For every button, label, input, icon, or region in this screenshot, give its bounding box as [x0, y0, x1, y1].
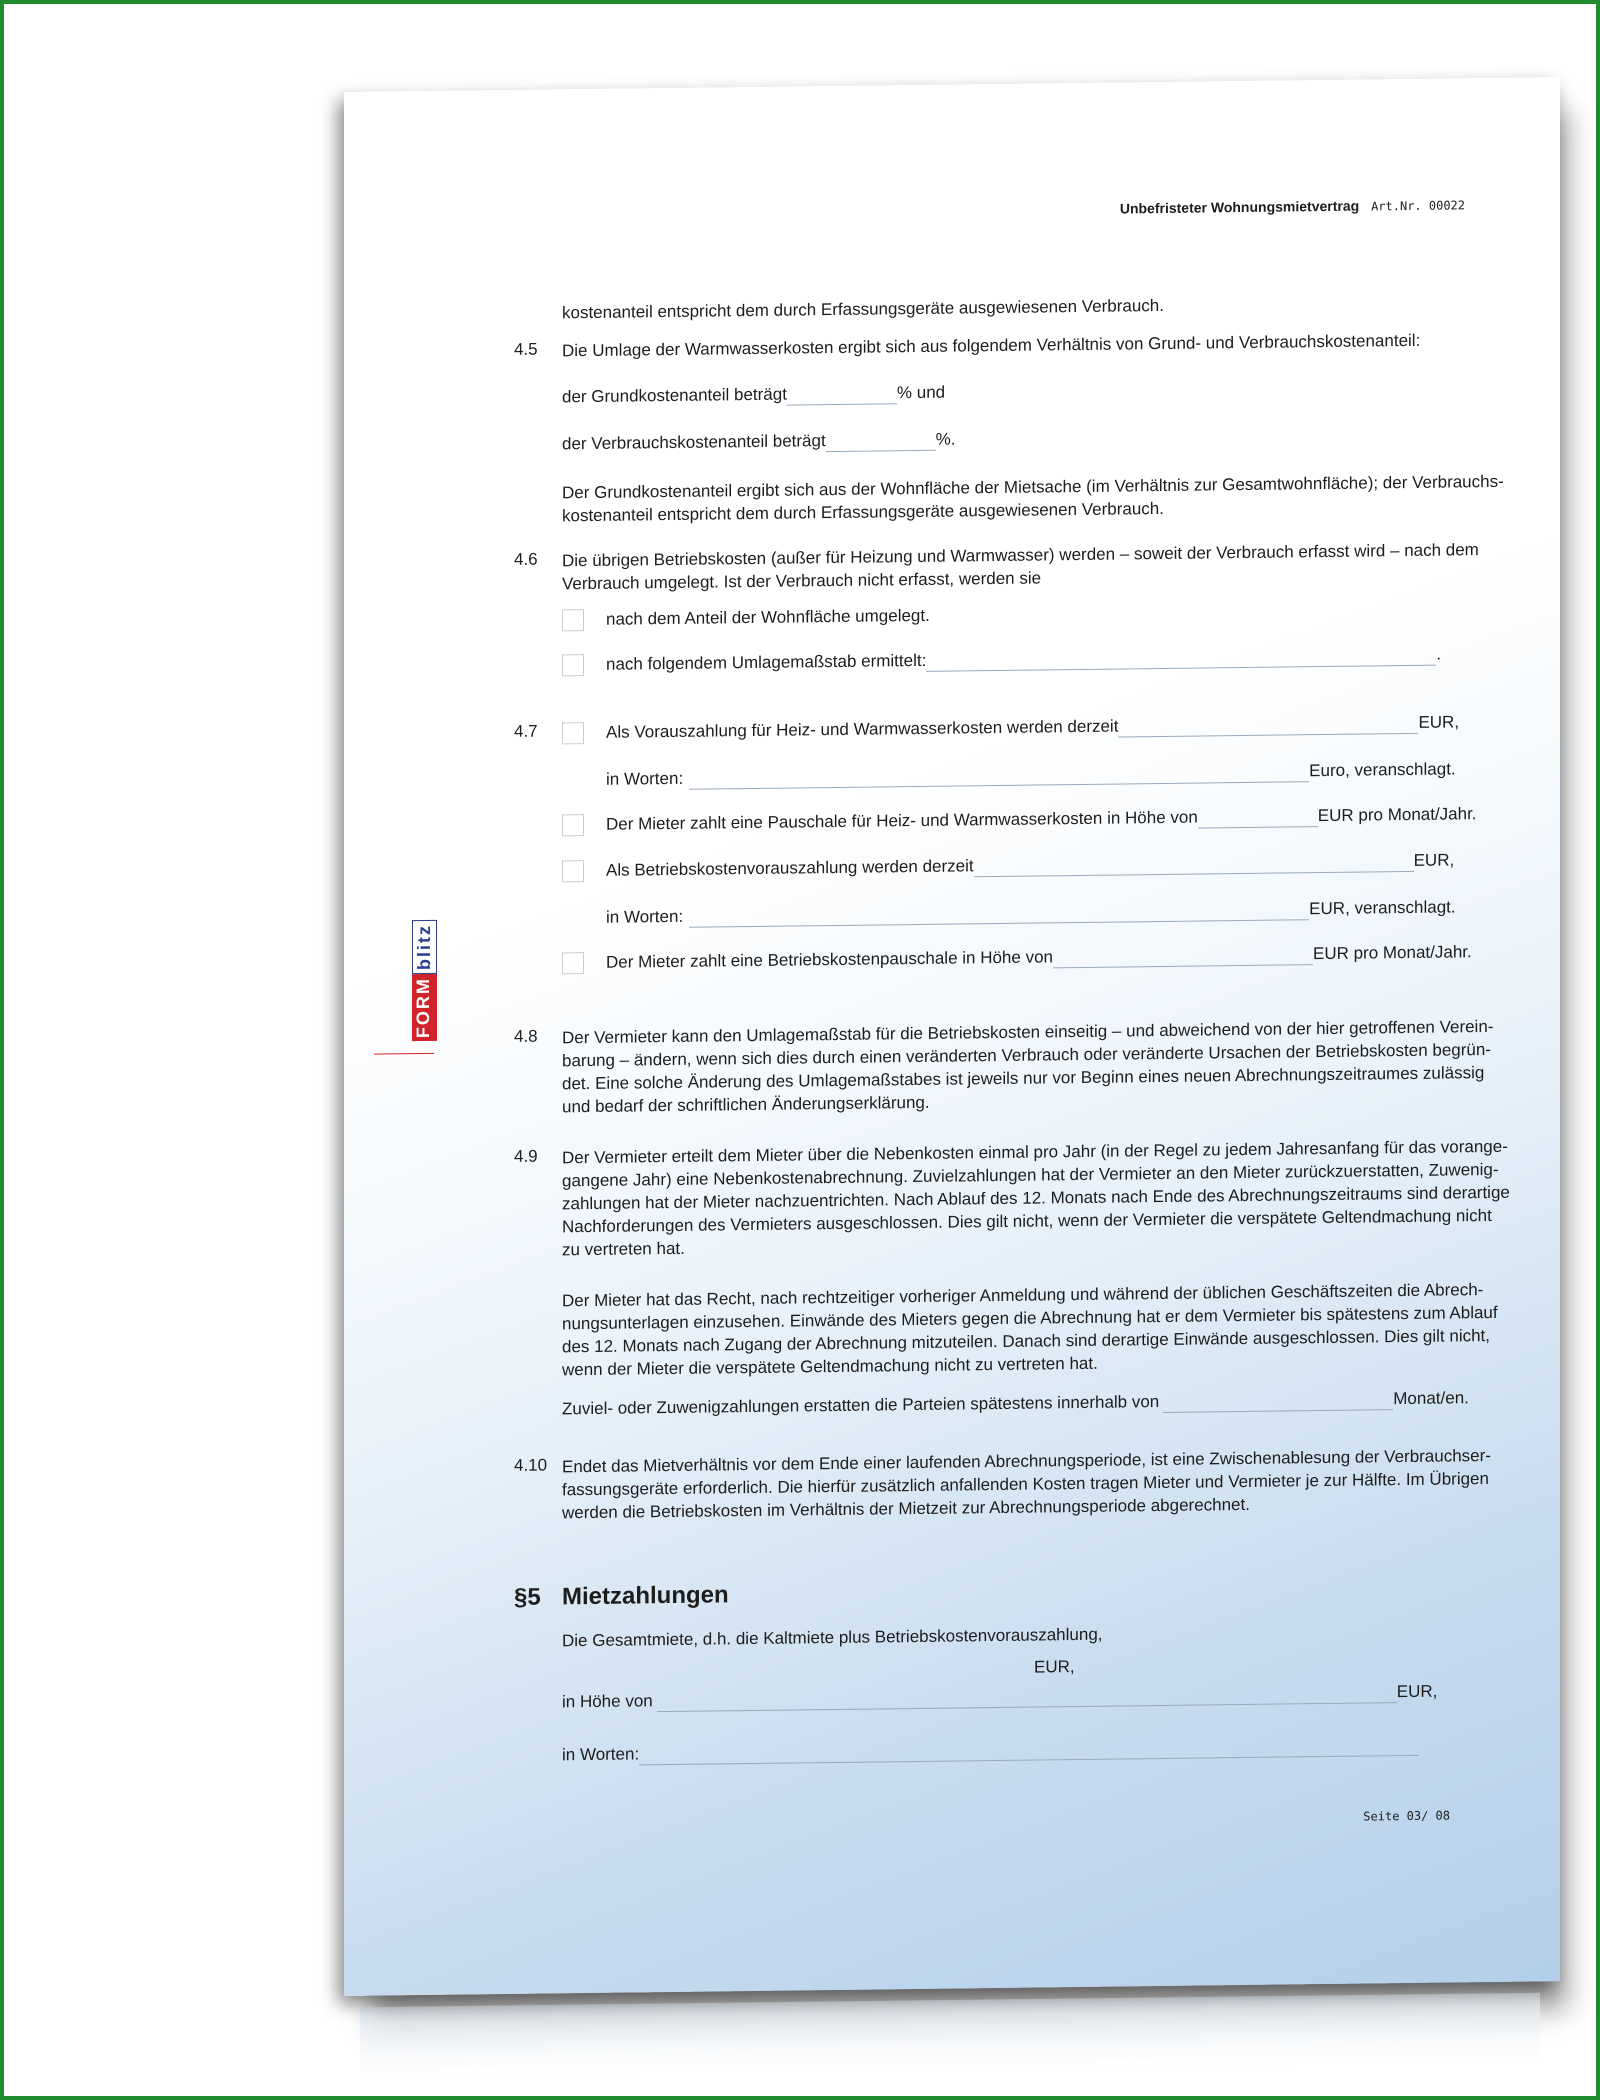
option-wohnflaeche: nach dem Anteil der Wohnfläche umgelegt.: [606, 605, 930, 629]
text-line: und bedarf der schriftlichen Änderungserklärung.: [562, 1092, 930, 1117]
text-line: Verbrauch umgelegt. Ist der Verbrauch nicht erfasst, werden sie: [562, 568, 1042, 594]
verbrauch-label: der Verbrauchskostenanteil beträgt: [562, 431, 826, 454]
heiz-vorauszahlung-row: [606, 710, 1459, 743]
checkbox-heiz-pauschale[interactable]: [562, 814, 584, 836]
section-4-9-text: [562, 1136, 1510, 1262]
text-line: werden die Betriebskosten im Verhältnis der Mietzeit zur Abrechnungsperiode abgerechnet.: [562, 1494, 1250, 1523]
words2-label: in Worten:: [606, 906, 684, 927]
text-line: des 12. Monats nach Zugang der Abrechnung mitzuteilen. Danach sind derartige Einwände ausgeschlossen. Dies gilt nicht,: [562, 1325, 1491, 1357]
verbrauch-suffix: %.: [935, 429, 956, 449]
formblitz-logo: [412, 920, 437, 1041]
section-4-5-text: [562, 471, 1504, 528]
section-number-4-5: 4.5: [514, 339, 538, 359]
document-page: [344, 77, 1560, 1996]
words1-unit: Euro, veranschlagt.: [1309, 759, 1456, 781]
text-line: Der Mieter hat das Recht, nach rechtzeitiger vorheriger Anmeldung und während der üblichen Geschäftszeiten die Abrech-: [562, 1280, 1484, 1311]
verbrauch-row: [562, 428, 956, 456]
checkbox-betriebskostenpauschale[interactable]: [562, 952, 584, 974]
betriebskosten-vorauszahlung-label: Als Betriebskostenvorauszahlung werden derzeit: [606, 856, 974, 880]
section-4-10-text: [562, 1445, 1491, 1525]
heiz-pauschale-label: Der Mieter zahlt eine Pauschale für Heiz- und Warmwasserkosten in Höhe von: [606, 807, 1198, 834]
grund-row: [562, 381, 945, 409]
text-line: Der Grundkostenanteil ergibt sich aus der Wohnfläche der Mietsache (im Verhältnis zur Gesamtwohnfläche); der Verbrauchs-: [562, 471, 1504, 503]
unit-eur: EUR,: [1418, 712, 1460, 732]
betriebskostenpauschale-unit: EUR pro Monat/Jahr.: [1312, 942, 1472, 964]
paragraph-4-4-tail: kostenanteil entspricht dem durch Erfassungsgeräte ausgewiesenen Verbrauch.: [562, 295, 1164, 323]
section-5-words-label: in Worten:: [562, 1744, 640, 1765]
logo-part-form: FORM: [412, 974, 437, 1041]
betriebskostenpauschale-label: Der Mieter zahlt eine Betriebskostenpauschale in Höhe von: [606, 947, 1053, 972]
heiz-pauschale-field[interactable]: [1198, 806, 1318, 828]
section-5-words-field[interactable]: [639, 1735, 1419, 1766]
text-line: kostenanteil entspricht dem durch Erfassungsgeräte ausgewiesenen Verbrauch.: [562, 498, 1164, 526]
verbrauch-percent-field[interactable]: [826, 430, 936, 452]
text-line: Der Vermieter kann den Umlagemaßstab für die Betriebskosten einseitig – und abweichend von der hier getroffenen Verein-: [562, 1016, 1494, 1048]
page-number: Seite 03/ 08: [1363, 1808, 1450, 1824]
text-line: zu vertreten hat.: [562, 1238, 685, 1260]
checkbox-heiz-vorauszahlung[interactable]: [562, 722, 584, 744]
text-line: Der Vermieter erteilt dem Mieter über die Nebenkosten einmal pro Jahr (in der Regel zu jedem Jahresanfang für das vorange-: [562, 1136, 1508, 1168]
amount-label: in Höhe von: [562, 1691, 653, 1712]
grund-label: der Grundkostenanteil beträgt: [562, 384, 787, 407]
brand-rule: [374, 1053, 434, 1055]
section-5-words-row: [562, 1733, 1419, 1766]
text-line: det. Eine solche Änderung des Umlagemaßstabes ist jeweils nur vor Beginn eines neuen Abrechnungszeitraumes zulässig: [562, 1063, 1485, 1094]
end-period: .: [1436, 644, 1442, 664]
words2-unit: EUR, veranschlagt.: [1309, 897, 1456, 919]
document-title: Unbefristeter Wohnungsmietvertrag: [1119, 197, 1360, 217]
text-line: zahlungen hat der Mieter nachzuentrichten. Nach Ablauf des 12. Monats nach Ende des Abrechnungszeitraums sind derartige: [562, 1182, 1510, 1214]
text-line: fassungsgeräte erforderlich. Die hierfür zusätzlich anfallenden Kosten tragen Mieter und Vermieter je zur Hälfte. Im Übrigen: [562, 1469, 1489, 1500]
option-umlagemassstab: nach folgendem Umlagemaßstab ermittelt:: [606, 650, 927, 674]
section-number-4-9: 4.9: [514, 1146, 538, 1166]
page-header: [1120, 196, 1465, 216]
gesamtmiete-unit-row: [1034, 1655, 1075, 1678]
betriebskosten-vorauszahlung-field[interactable]: [974, 851, 1414, 877]
amount-unit: EUR,: [1396, 1681, 1438, 1702]
section-number-4-10: 4.10: [514, 1455, 548, 1475]
grund-suffix: % und: [896, 382, 946, 403]
section-4-8-text: [562, 1016, 1494, 1119]
text-line: nungsunterlagen einzusehen. Einwände des Mieters gegen die Abrechnung hat er dem Vermieter bis spätestens zum Ablauf: [562, 1302, 1498, 1334]
text-line: Die übrigen Betriebskosten (außer für Heizung und Warmwasser) werden – soweit der Verbrauch erfasst wird – nach dem: [562, 540, 1479, 571]
section-4-9-text-2: [562, 1279, 1498, 1382]
section-number-5: §5: [514, 1583, 541, 1611]
text-line: Nachforderungen des Vermieters ausgeschlossen. Dies gilt nicht, wenn der Vermieter die verspätete Geltendmachung nicht: [562, 1205, 1492, 1237]
betriebskostenpauschale-field[interactable]: [1053, 944, 1313, 968]
text-line: barung – ändern, wenn sich dies durch einen veränderten Verbrauch oder veränderte Ursachen der Betriebskosten begrün-: [562, 1039, 1491, 1071]
article-number: Art.Nr. 00022: [1371, 198, 1465, 214]
heiz-vorauszahlung-amount-field[interactable]: [1118, 713, 1418, 738]
heiz-vorauszahlung-label: Als Vorauszahlung für Heiz- und Warmwasserkosten werden derzeit: [606, 716, 1119, 742]
section-4-6-text: [562, 539, 1479, 596]
words2-field[interactable]: [689, 899, 1309, 928]
betriebskostenpauschale-row: [606, 940, 1472, 974]
umlagemassstab-field[interactable]: [926, 645, 1436, 672]
section-5-title: Mietzahlungen: [562, 1581, 729, 1611]
section-4-5-intro: Die Umlage der Warmwasserkosten ergibt sich aus folgendem Verhältnis von Grund- und Verbrauchskostenanteil:: [562, 330, 1421, 361]
months-field[interactable]: [1163, 1389, 1393, 1413]
text-line: Endet das Mietverhältnis vor dem Ende einer laufenden Abrechnungsperiode, ist eine Zwischenablesung der Verbrauchser-: [562, 1445, 1491, 1477]
option-umlagemassstab-row: [606, 643, 1441, 676]
unit-eur: EUR,: [1413, 850, 1455, 870]
text-line: wenn der Mieter die verspätete Geltendmachung nicht zu vertreten hat.: [562, 1353, 1098, 1380]
section-number-4-6: 4.6: [514, 549, 538, 569]
words1-label: in Worten:: [606, 768, 684, 789]
grund-percent-field[interactable]: [787, 383, 897, 405]
amount-row: [562, 1680, 1437, 1714]
section-number-4-7: 4.7: [514, 721, 538, 741]
checkbox-betriebskosten-vorauszahlung[interactable]: [562, 860, 584, 882]
months-unit: Monat/en.: [1393, 1388, 1469, 1409]
checkbox-wohnflaeche[interactable]: [562, 609, 584, 631]
months-row: [562, 1386, 1469, 1420]
section-number-4-8: 4.8: [514, 1026, 538, 1046]
checkbox-umlagemassstab[interactable]: [562, 654, 584, 676]
betriebskosten-vorauszahlung-row: [606, 848, 1454, 881]
amount-field[interactable]: [657, 1682, 1397, 1712]
gesamtmiete-unit: EUR,: [1034, 1657, 1075, 1677]
logo-part-blitz: blitz: [412, 920, 437, 974]
words1-field[interactable]: [689, 761, 1309, 790]
page-reflection: [360, 1993, 1540, 2077]
words1-row: [606, 757, 1456, 790]
section-5-intro: Die Gesamtmiete, d.h. die Kaltmiete plus Betriebskostenvorauszahlung,: [562, 1624, 1103, 1651]
heiz-pauschale-unit: EUR pro Monat/Jahr.: [1317, 804, 1477, 826]
words2-row: [606, 895, 1456, 928]
heiz-pauschale-row: [606, 802, 1477, 836]
text-line: gangene Jahr) eine Nebenkostenabrechnung. Zuvielzahlungen hat der Vermieter an den Mieter zurückzuerstatten, Zuwenig-: [562, 1159, 1499, 1191]
months-label: Zuviel- oder Zuwenigzahlungen erstatten die Parteien spätestens innerhalb von: [562, 1392, 1160, 1419]
